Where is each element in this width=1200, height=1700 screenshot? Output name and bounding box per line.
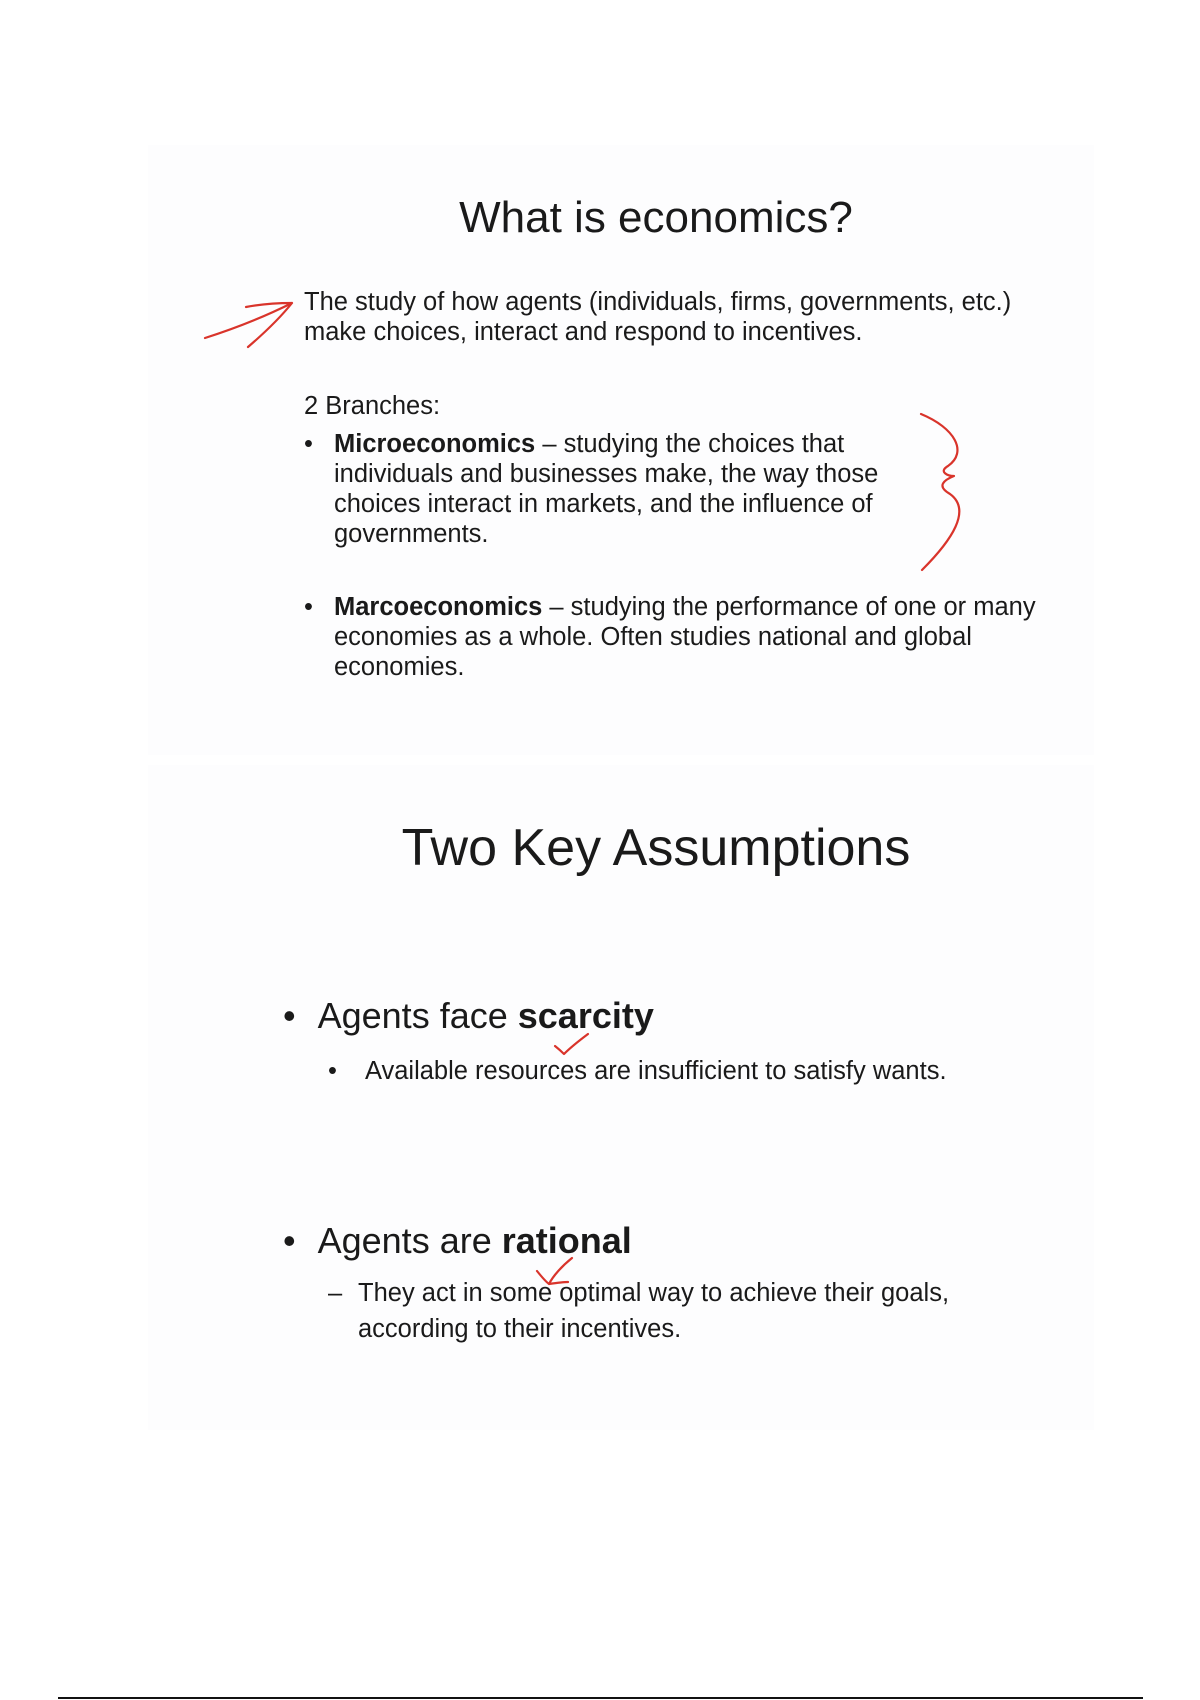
branch-description: – studying the performance of one or many economies as a whole. Often studies national and global economies. [334,593,1036,681]
subpoint-rational [328,1275,1048,1347]
point-keyword: scarcity [517,995,654,1036]
branch-item-microeconomics [304,429,914,549]
bullet-icon: • [283,995,296,1036]
subpoint-text: Available resources are insufficient to satisfy wants. [364,1057,947,1085]
bullet-icon: • [304,593,313,621]
page-bottom-rule [58,1697,1143,1699]
bullet-icon: • [283,1220,296,1261]
branch-term: Marcoeconomics [334,593,543,621]
subpoint-text: They act in some optimal way to achieve their goals, according to their incentives. [358,1279,950,1343]
branch-description: – studying the choices that individuals and businesses make, the way those choices interact in markets, and the influence of governments. [334,430,879,548]
point-keyword: rational [501,1220,632,1261]
bullet-icon: • [304,430,313,458]
assumption-point-rational [283,1220,632,1262]
branch-term: Microeconomics [334,430,536,458]
branches-label: 2 Branches: [304,392,441,420]
slide-two-key-assumptions [148,765,1094,1430]
slide-title: Two Key Assumptions [401,819,911,877]
subpoint-scarcity [328,1053,947,1089]
point-prefix: Agents face [317,995,518,1036]
branch-item-macroeconomics [304,592,1064,682]
point-prefix: Agents are [317,1220,502,1261]
dash-marker: – [328,1279,343,1307]
sub-bullet-icon: • [328,1057,337,1085]
assumption-point-scarcity [283,995,654,1037]
definition-text: The study of how agents (individuals, firms, governments, etc.) make choices, interact and respond to incentives. [304,288,1012,346]
slide-title: What is economics? [459,193,853,242]
slide-what-is-economics [148,145,1094,755]
